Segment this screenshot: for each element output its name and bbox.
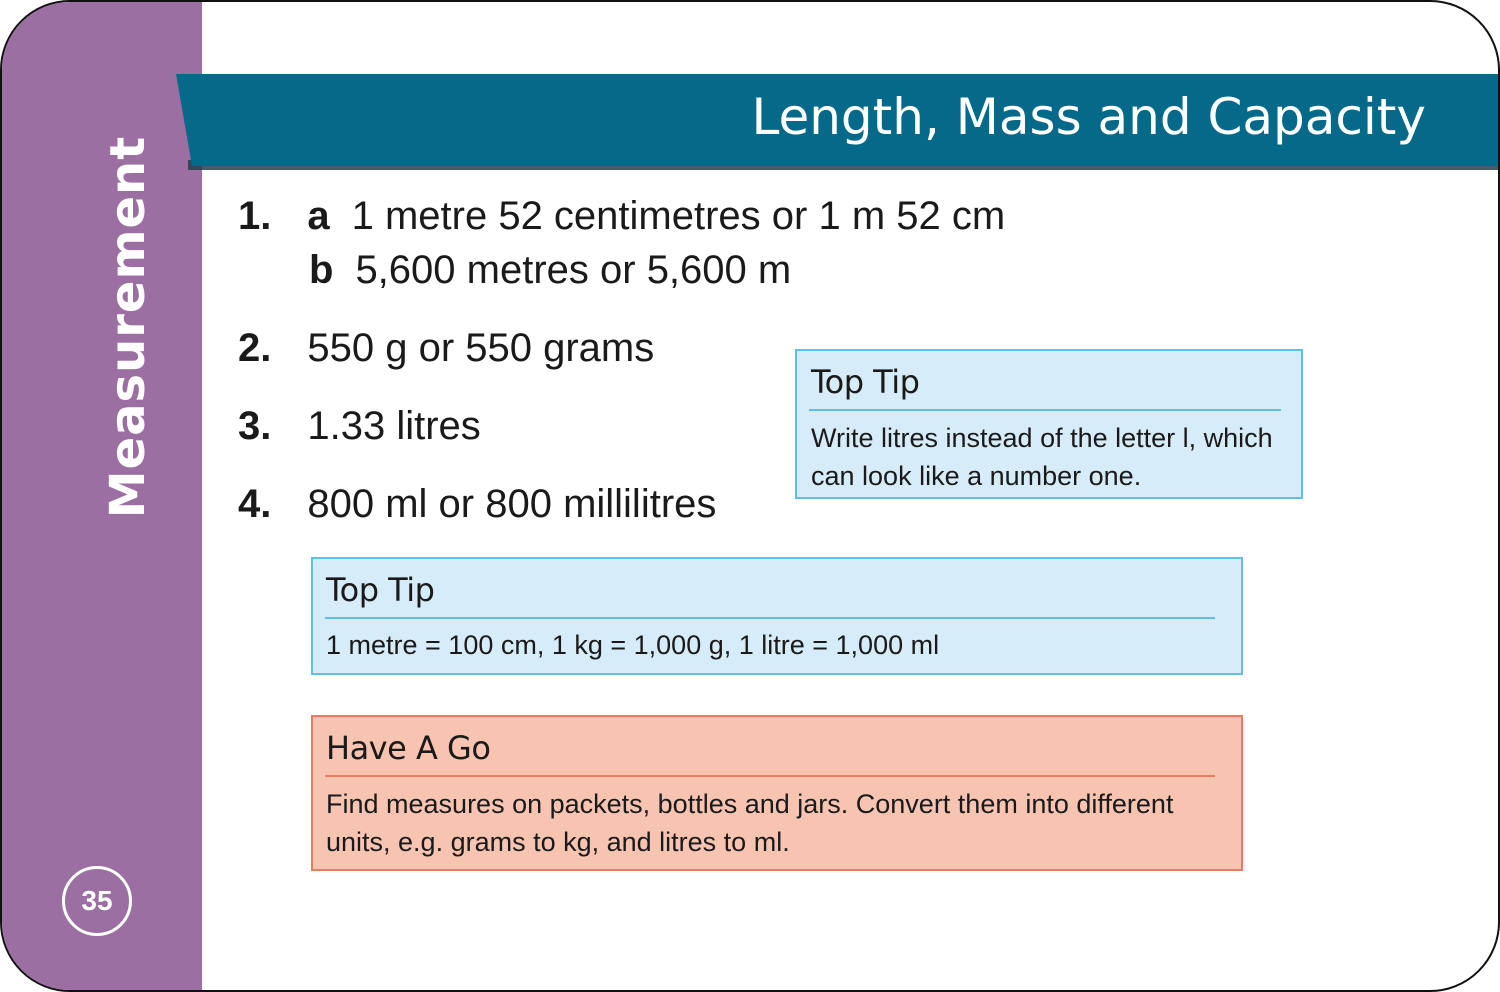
answer-text: 5,600 metres or 5,600 m xyxy=(355,248,792,292)
tip-text: 1 metre = 100 cm, 1 kg = 1,000 g, 1 litre = 1,000 ml xyxy=(326,630,940,660)
top-tip-box xyxy=(795,349,1303,499)
part-label-a: a xyxy=(307,194,330,238)
answer-text: 550 g or 550 grams xyxy=(307,326,655,370)
page-number-badge: 35 xyxy=(62,866,132,936)
answer-number: 4. xyxy=(238,482,272,526)
tip-line-2: can look like a number one. xyxy=(811,461,1142,491)
tip-title: Top Tip xyxy=(326,571,435,609)
part-label-b: b xyxy=(309,248,334,292)
have-a-go-title: Have A Go xyxy=(326,729,491,767)
answer-number: 3. xyxy=(238,404,272,448)
tip-divider xyxy=(325,617,1215,619)
sidebar xyxy=(2,2,202,990)
tip-line-1: Write litres instead of the letter l, which xyxy=(811,423,1273,453)
tip-title: Top Tip xyxy=(811,363,920,401)
have-a-go-line-2: units, e.g. grams to kg, and litres to ml. xyxy=(326,827,790,857)
top-tip-box xyxy=(311,557,1243,675)
answer-text: 800 ml or 800 millilitres xyxy=(307,482,717,526)
tip-divider xyxy=(809,409,1281,411)
page-title: Length, Mass and Capacity xyxy=(751,88,1426,146)
answer-text: 1 metre 52 centimetres or 1 m 52 cm xyxy=(351,194,1006,238)
answer-4 xyxy=(238,482,716,527)
section-title: Measurement xyxy=(100,135,156,519)
answer-1b xyxy=(309,248,791,293)
answer-2 xyxy=(238,326,654,371)
answer-text: 1.33 litres xyxy=(307,404,481,448)
have-a-go-line-1: Find measures on packets, bottles and jars. Convert them into different xyxy=(326,789,1174,819)
have-a-go-box xyxy=(311,715,1243,871)
answer-3 xyxy=(238,404,481,449)
have-a-go-divider xyxy=(325,775,1215,777)
answer-number: 2. xyxy=(238,326,272,370)
answer-number: 1. xyxy=(238,194,272,238)
answer-1a xyxy=(238,194,1005,239)
